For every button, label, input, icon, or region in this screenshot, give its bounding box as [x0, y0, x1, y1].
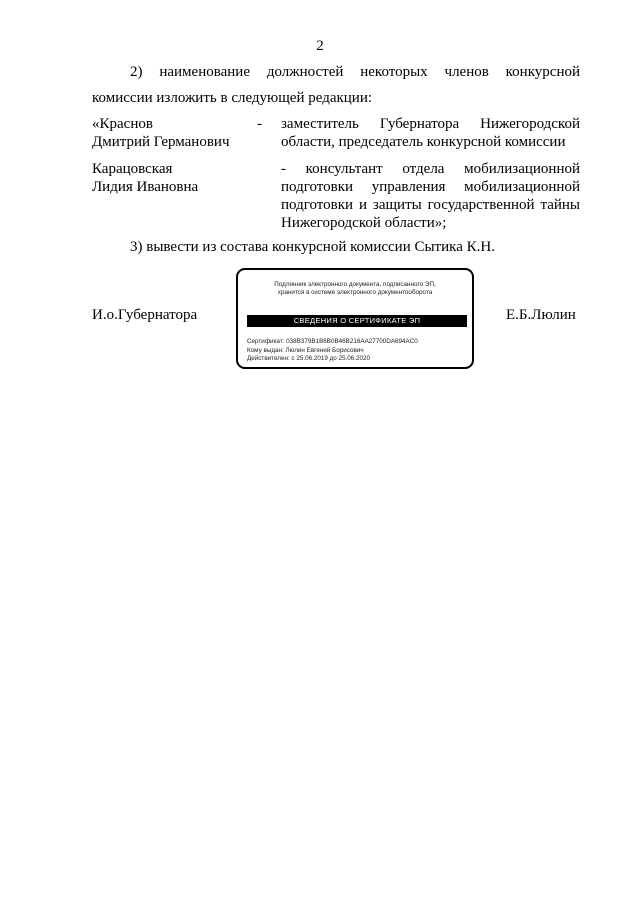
stamp-header	[238, 281, 472, 297]
item2-line2: комиссии изложить в следующей редакции:	[92, 90, 373, 106]
member2-desc-line2: подготовки управления мобилизационной	[281, 179, 580, 195]
member2-desc-line3: подготовки и защиты государственной тайны	[281, 197, 580, 213]
member1-surname: «Краснов	[92, 116, 153, 132]
member1-given-name: Дмитрий Германович	[92, 134, 230, 150]
member1-description	[281, 115, 580, 151]
page-number: 2	[316, 38, 324, 54]
member1-desc-line2: области, председатель конкурсной комиссии	[281, 134, 566, 150]
stamp-header-line1: Подлинник электронного документа, подписанного ЭП,	[274, 281, 436, 288]
item2-line1: 2) наименование должностей некоторых членов конкурсной	[130, 64, 580, 80]
member2-given-name: Лидия Ивановна	[92, 179, 199, 195]
e-signature-stamp	[236, 268, 474, 369]
member2-surname: Карацовская	[92, 161, 173, 177]
stamp-issued-to: Кому выдан: Люлин Евгений Борисович	[247, 346, 364, 354]
member2-desc-line1: - консультант отдела мобилизационной	[281, 161, 580, 177]
member1-desc-line1: заместитель Губернатора Нижегородской	[281, 116, 580, 132]
stamp-header-line2: хранится в системе электронного документооборота	[277, 289, 433, 296]
member2-description	[281, 160, 580, 232]
signatory-name: Е.Б.Люлин	[506, 307, 576, 323]
stamp-certificate: Сертификат: 038B379B1B6B0B46B216AA27700DA694AC0	[247, 338, 418, 345]
member1-dash: -	[257, 116, 262, 132]
stamp-details	[247, 338, 418, 364]
item3-text: 3) вывести из состава конкурсной комиссии Сытика К.Н.	[130, 239, 495, 255]
stamp-validity: Действителен: с 25.06.2019 до 25.06.2020	[247, 355, 371, 362]
signatory-position: И.о.Губернатора	[92, 307, 198, 323]
stamp-title: СВЕДЕНИЯ О СЕРТИФИКАТЕ ЭП	[247, 315, 467, 327]
member2-desc-line4: Нижегородской области»;	[281, 215, 447, 231]
